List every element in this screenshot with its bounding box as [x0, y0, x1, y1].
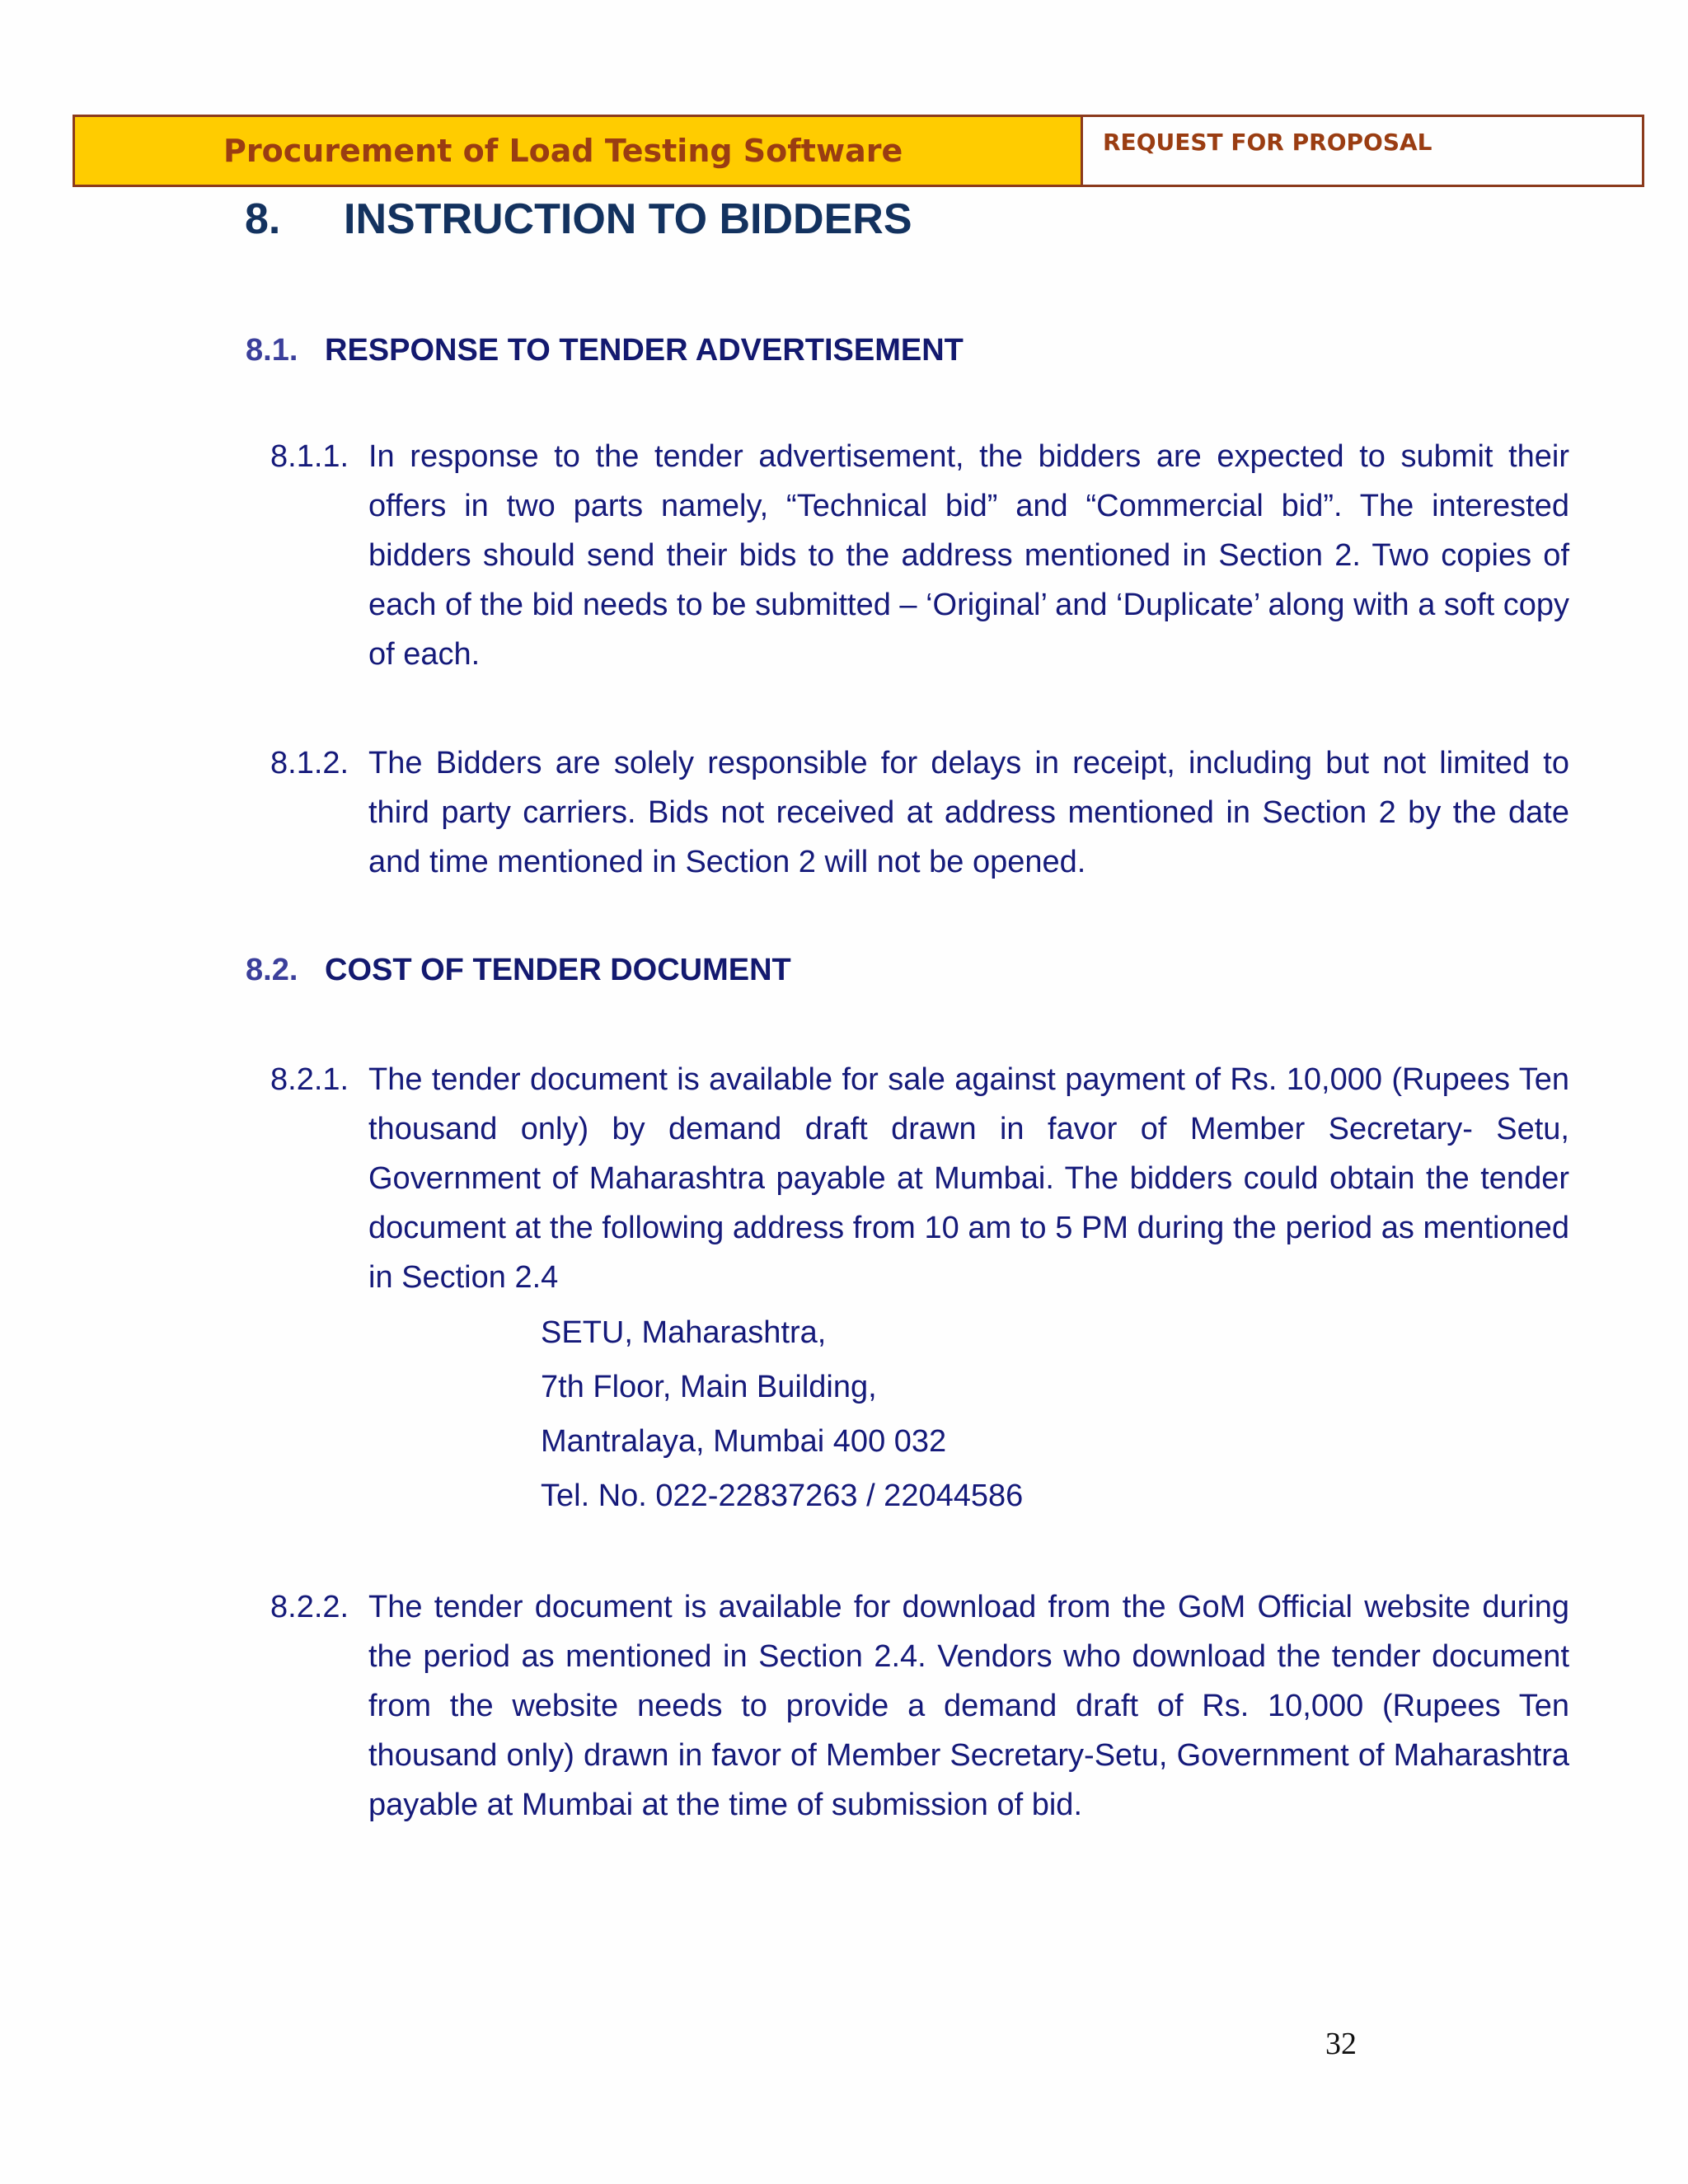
section-title: INSTRUCTION TO BIDDERS: [344, 195, 912, 243]
address-line: 7th Floor, Main Building,: [541, 1370, 877, 1404]
subsection-title: COST OF TENDER DOCUMENT: [325, 953, 791, 987]
paragraph: [270, 432, 1569, 679]
paragraph: [270, 738, 1569, 887]
address-line: SETU, Maharashtra,: [541, 1315, 827, 1350]
page-number: 32: [1325, 2027, 1357, 2061]
subsection-number: 8.1.: [246, 333, 298, 368]
paragraph-text: The tender document is available for sale against payment of Rs. 10,000 (Rupees Ten thousand only) by demand draft drawn in favor of Member Secretary- Setu, Government of Maharashtra payable at Mumbai. The bidders could obtain the tender document at the following address from 10 am to 5 PM during the period as mentioned in Section 2.4: [368, 1062, 1569, 1295]
address-line: Mantralaya, Mumbai 400 032: [541, 1424, 947, 1459]
section-heading: [245, 194, 912, 244]
paragraph-number: 8.1.2.: [270, 746, 349, 780]
subsection-heading: [246, 953, 791, 988]
paragraph-number: 8.1.1.: [270, 439, 349, 474]
paragraph-text: The tender document is available for download from the GoM Official website during the period as mentioned in Section 2.4. Vendors who download the tender document from the website needs to provide a demand draft of Rs. 10,000 (Rupees Ten thousand only) drawn in favor of Member Secretary-Setu, Government of Maharashtra payable at Mumbai at the time of submission of bid.: [368, 1590, 1569, 1822]
paragraph: [270, 1055, 1569, 1302]
address-block: [541, 1305, 1023, 1523]
paragraph-text: The Bidders are solely responsible for delays in receipt, including but not limited to third party carriers. Bids not received at address mentioned in Section 2 by the date and time mentioned in Section 2 will not be opened.: [368, 746, 1569, 879]
paragraph-number: 8.2.2.: [270, 1590, 349, 1624]
address-telephone: Tel. No. 022-22837263 / 22044586: [541, 1479, 1024, 1513]
paragraph-number: 8.2.1.: [270, 1062, 349, 1097]
section-number: 8.: [245, 195, 281, 243]
document-type-label: REQUEST FOR PROPOSAL: [1083, 115, 1644, 187]
document-title: Procurement of Load Testing Software: [73, 115, 1083, 187]
page-header: [73, 115, 1644, 187]
paragraph: [270, 1582, 1569, 1830]
subsection-heading: [246, 333, 964, 368]
paragraph-text: In response to the tender advertisement, the bidders are expected to submit their offers in two parts namely, “Technical bid” and “Commercial bid”. The interested bidders should send their bids to the address mentioned in Section 2. Two copies of each of the bid needs to be submitted – ‘Original’ and ‘Duplicate’ along with a soft copy of each.: [368, 439, 1569, 672]
subsection-title: RESPONSE TO TENDER ADVERTISEMENT: [325, 333, 964, 368]
subsection-number: 8.2.: [246, 953, 298, 987]
